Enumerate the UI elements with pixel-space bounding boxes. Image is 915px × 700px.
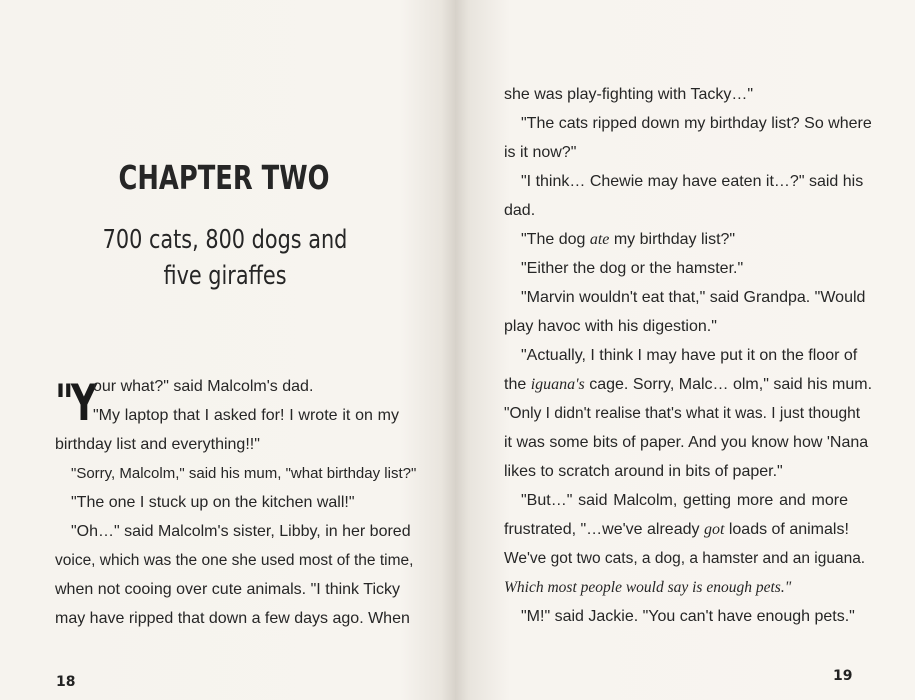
text-line: "Only I didn't realise that's what it was. I just thought: [504, 405, 861, 422]
text-span: cage. Sorry, Malc… olm," said his mum.: [584, 376, 873, 393]
text-span: frustrated, "…we've already: [504, 521, 704, 538]
right-page: [455, 0, 915, 700]
chapter-subtitle-line-1: 700 cats, 800 dogs and: [102, 225, 348, 255]
text-line: it was some bits of paper. And you know how 'Nana: [504, 434, 869, 451]
text-line: "The cats ripped down my birthday list? So where: [521, 115, 872, 132]
text-line: "Marvin wouldn't eat that," said Grandpa. "Would: [521, 289, 866, 306]
text-span: loads of animals!: [724, 521, 849, 538]
text-line: "But…" said Malcolm, getting more and more: [521, 492, 848, 509]
text-line: "Either the dog or the hamster.": [521, 260, 744, 277]
text-line: may have ripped that down a few days ago. When: [55, 610, 410, 627]
text-line: "Oh…" said Malcolm's sister, Libby, in her bored: [71, 523, 411, 540]
text-line: our what?" said Malcolm's dad.: [93, 378, 314, 395]
text-line: "My laptop that I asked for! I wrote it on my: [93, 407, 399, 424]
italic-word: ate: [589, 231, 610, 248]
text-line: voice, which was the one she used most of the time,: [55, 552, 414, 569]
italic-word: iguana's: [530, 376, 585, 393]
page-number-right: 19: [833, 668, 853, 684]
text-line: "The one I stuck up on the kitchen wall!": [71, 494, 355, 511]
chapter-title: CHAPTER TWO: [118, 158, 330, 197]
drop-cap: "Y: [55, 374, 95, 432]
text-line: birthday list and everything!!": [55, 436, 260, 453]
chapter-subtitle: [45, 222, 405, 294]
text-line: "Sorry, Malcolm," said his mum, "what birthday list?": [71, 465, 417, 482]
text-line: [504, 520, 848, 540]
text-line: [521, 230, 735, 250]
text-line: "M!" said Jackie. "You can't have enough pets.": [521, 608, 855, 625]
left-page: [0, 0, 455, 700]
text-span: my birthday list?": [609, 231, 736, 248]
italic-word: got: [703, 521, 725, 538]
text-line: [504, 375, 873, 395]
text-line: play havoc with his digestion.": [504, 318, 717, 335]
text-line: she was play-fighting with Tacky…": [504, 86, 754, 103]
text-line: is it now?": [504, 144, 577, 161]
text-line: "Actually, I think I may have put it on the floor of: [521, 347, 858, 364]
text-line-italic: Which most people would say is enough pets.": [504, 579, 792, 596]
chapter-subtitle-line-2: five giraffes: [163, 261, 287, 291]
text-line: when not cooing over cute animals. "I think Ticky: [55, 581, 400, 598]
page-number-left: 18: [56, 674, 76, 690]
text-span: the: [504, 376, 531, 393]
text-line: likes to scratch around in bits of paper.": [504, 463, 783, 480]
text-line: dad.: [504, 202, 536, 219]
text-line: "I think… Chewie may have eaten it…?" said his: [521, 173, 864, 190]
text-span: "The dog: [521, 231, 590, 248]
text-line: We've got two cats, a dog, a hamster and an iguana.: [504, 550, 866, 567]
